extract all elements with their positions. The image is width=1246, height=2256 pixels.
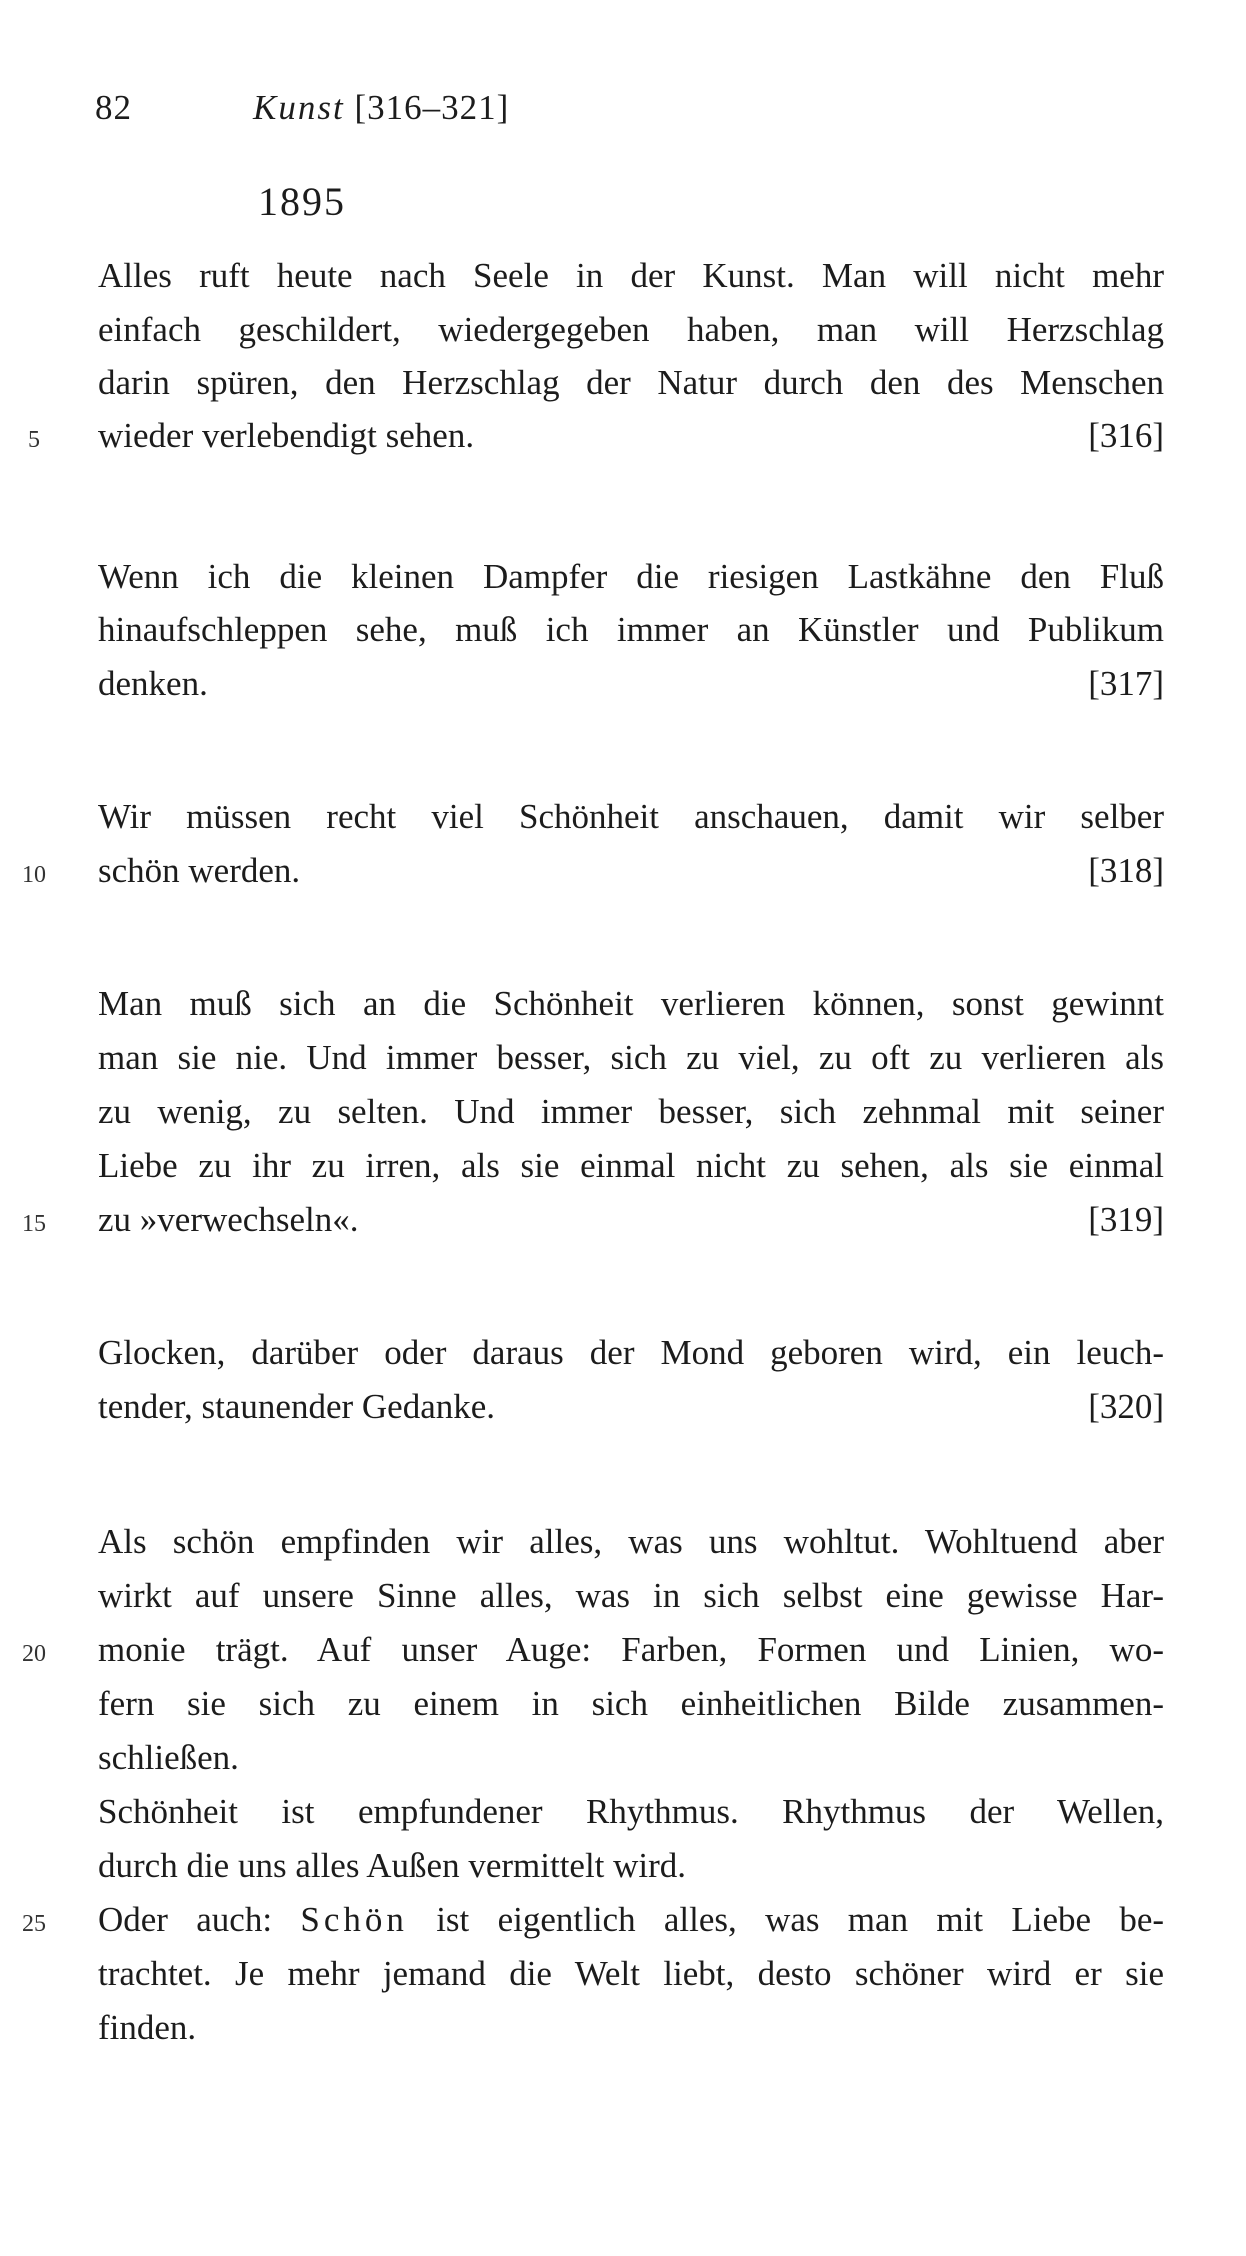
text-line: Als schön empfinden wir alles, was uns wohltut. Wohltuend aber: [98, 1522, 1164, 1561]
line-number: 20: [22, 1641, 46, 1667]
text-line: durch die uns alles Außen vermittelt wird.: [98, 1846, 687, 1885]
text-segment: ist eigentlich alles, was man mit Liebe be-: [436, 1900, 1165, 1939]
text-line: zu wenig, zu selten. Und immer besser, sich zehnmal mit seiner: [98, 1092, 1164, 1131]
text-line-with-ref: [98, 1387, 1164, 1427]
text-line-with-ref: [98, 851, 1164, 891]
text-line: wieder verlebendigt sehen.: [98, 416, 475, 455]
text-line: zu »verwechseln«.: [98, 1200, 359, 1239]
text-line-with-ref: [98, 416, 1164, 456]
text-line: hinaufschleppen sehe, muß ich immer an Künstler und Publikum: [98, 610, 1164, 649]
text-line: schließen.: [98, 1738, 239, 1777]
section-range: [316–321]: [354, 88, 510, 127]
text-line: Alles ruft heute nach Seele in der Kunst. Man will nicht mehr: [98, 256, 1164, 295]
entry-reference: [318]: [1088, 851, 1164, 890]
text-line: wirkt auf unsere Sinne alles, was in sich selbst eine gewisse Har-: [98, 1576, 1164, 1615]
text-line-with-ref: [98, 664, 1164, 704]
text-line: Schönheit ist empfundener Rhythmus. Rhythmus der Wellen,: [98, 1792, 1164, 1831]
page-number: 82: [95, 88, 132, 127]
text-line: Wir müssen recht viel Schönheit anschauen, damit wir selber: [98, 797, 1164, 836]
text-line: Liebe zu ihr zu irren, als sie einmal nicht zu sehen, als sie einmal: [98, 1146, 1164, 1185]
line-number: 15: [22, 1211, 46, 1237]
text-line: schön werden.: [98, 851, 301, 890]
line-number: 5: [28, 427, 40, 453]
entry-reference: [316]: [1088, 416, 1164, 455]
text-line: denken.: [98, 664, 208, 703]
text-line: Glocken, darüber oder daraus der Mond geboren wird, ein leuch-: [98, 1333, 1164, 1372]
year-heading: 1895: [258, 179, 346, 224]
emphasized-word: Schön: [300, 1900, 408, 1939]
text-line: Wenn ich die kleinen Dampfer die riesigen Lastkähne den Fluß: [98, 557, 1164, 596]
text-line: tender, staunender Gedanke.: [98, 1387, 496, 1426]
text-line: trachtet. Je mehr jemand die Welt liebt, desto schöner wird er sie: [98, 1954, 1164, 1993]
line-number: 10: [22, 862, 46, 888]
text-segment: Oder auch:: [98, 1900, 273, 1939]
entry-reference: [319]: [1088, 1200, 1164, 1239]
running-header: [95, 88, 509, 128]
text-line: darin spüren, den Herzschlag der Natur durch den des Menschen: [98, 363, 1164, 402]
text-line: Man muß sich an die Schönheit verlieren können, sonst gewinnt: [98, 984, 1164, 1023]
text-line: fern sie sich zu einem in sich einheitlichen Bilde zusammen-: [98, 1684, 1164, 1723]
running-title: Kunst: [253, 88, 345, 127]
text-line: man sie nie. Und immer besser, sich zu viel, zu oft zu verlieren als: [98, 1038, 1164, 1077]
line-number: 25: [22, 1911, 46, 1937]
text-line: monie trägt. Auf unser Auge: Farben, Formen und Linien, wo-: [98, 1630, 1164, 1669]
text-line-emphasis: [98, 1900, 1164, 1940]
entry-reference: [320]: [1088, 1387, 1164, 1426]
text-line: einfach geschildert, wiedergegeben haben, man will Herzschlag: [98, 310, 1164, 349]
entry-reference: [317]: [1088, 664, 1164, 703]
text-line-with-ref: [98, 1200, 1164, 1240]
text-line: finden.: [98, 2008, 197, 2047]
